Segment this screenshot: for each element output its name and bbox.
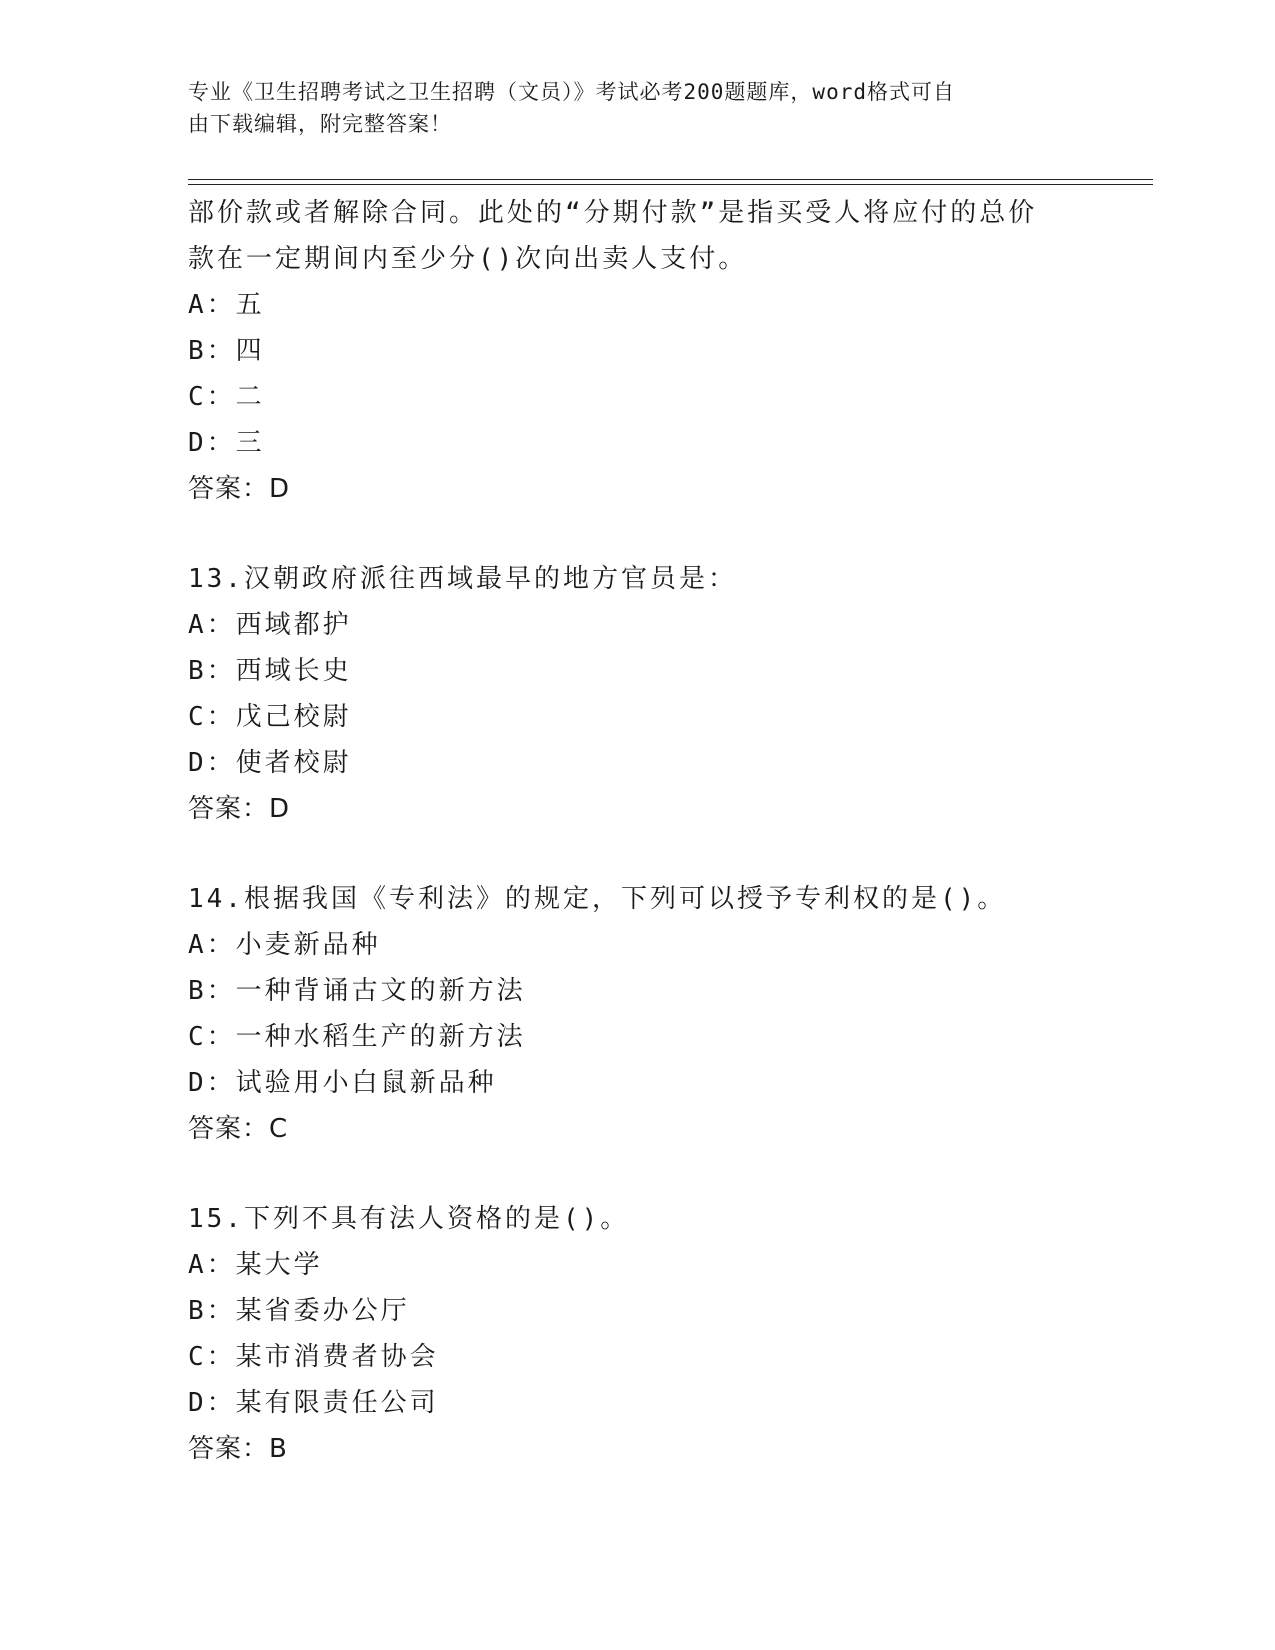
question-block-14: [188, 876, 1088, 1152]
option-a: A：某大学: [188, 1250, 323, 1280]
header-line-2: 由下载编辑，附完整答案！: [188, 112, 452, 136]
option-c: C：二: [188, 382, 265, 412]
option-c: C：戊己校尉: [188, 702, 352, 732]
option-b: B：一种背诵古文的新方法: [188, 976, 526, 1006]
question-block-12: [188, 190, 1088, 512]
option-c: C：一种水稻生产的新方法: [188, 1022, 526, 1052]
answer-line: 答案：C: [188, 1114, 289, 1144]
header-line-1: 专业《卫生招聘考试之卫生招聘（文员）》考试必考200题题库，word格式可自: [188, 80, 955, 104]
option-b: B：四: [188, 336, 265, 366]
option-a: A：五: [188, 290, 265, 320]
question-stem-line: 款在一定期间内至少分()次向出卖人支付。: [188, 244, 748, 274]
option-d: D：三: [188, 428, 265, 458]
question-block-13: [188, 556, 1088, 832]
document-header: [188, 76, 1088, 140]
answer-line: 答案：D: [188, 474, 291, 504]
option-a: A：小麦新品种: [188, 930, 381, 960]
option-d: D：试验用小白鼠新品种: [188, 1068, 497, 1098]
option-b: B：某省委办公厅: [188, 1296, 410, 1326]
answer-line: 答案：B: [188, 1434, 288, 1464]
option-b: B：西域长史: [188, 656, 352, 686]
answer-line: 答案：D: [188, 794, 291, 824]
header-divider-top: [188, 179, 1153, 180]
option-d: D：使者校尉: [188, 748, 352, 778]
question-list: [188, 190, 1088, 1472]
question-stem: 13.汉朝政府派往西域最早的地方官员是：: [188, 564, 737, 594]
question-stem: 14.根据我国《专利法》的规定，下列可以授予专利权的是()。: [188, 884, 1007, 914]
header-divider-bottom: [188, 184, 1153, 185]
option-a: A：西域都护: [188, 610, 352, 640]
question-stem: 15.下列不具有法人资格的是()。: [188, 1204, 630, 1234]
option-c: C：某市消费者协会: [188, 1342, 439, 1372]
question-block-15: [188, 1196, 1088, 1472]
question-stem-line: 部价款或者解除合同。此处的“分期付款”是指买受人将应付的总价: [188, 198, 1038, 228]
option-d: D：某有限责任公司: [188, 1388, 439, 1418]
